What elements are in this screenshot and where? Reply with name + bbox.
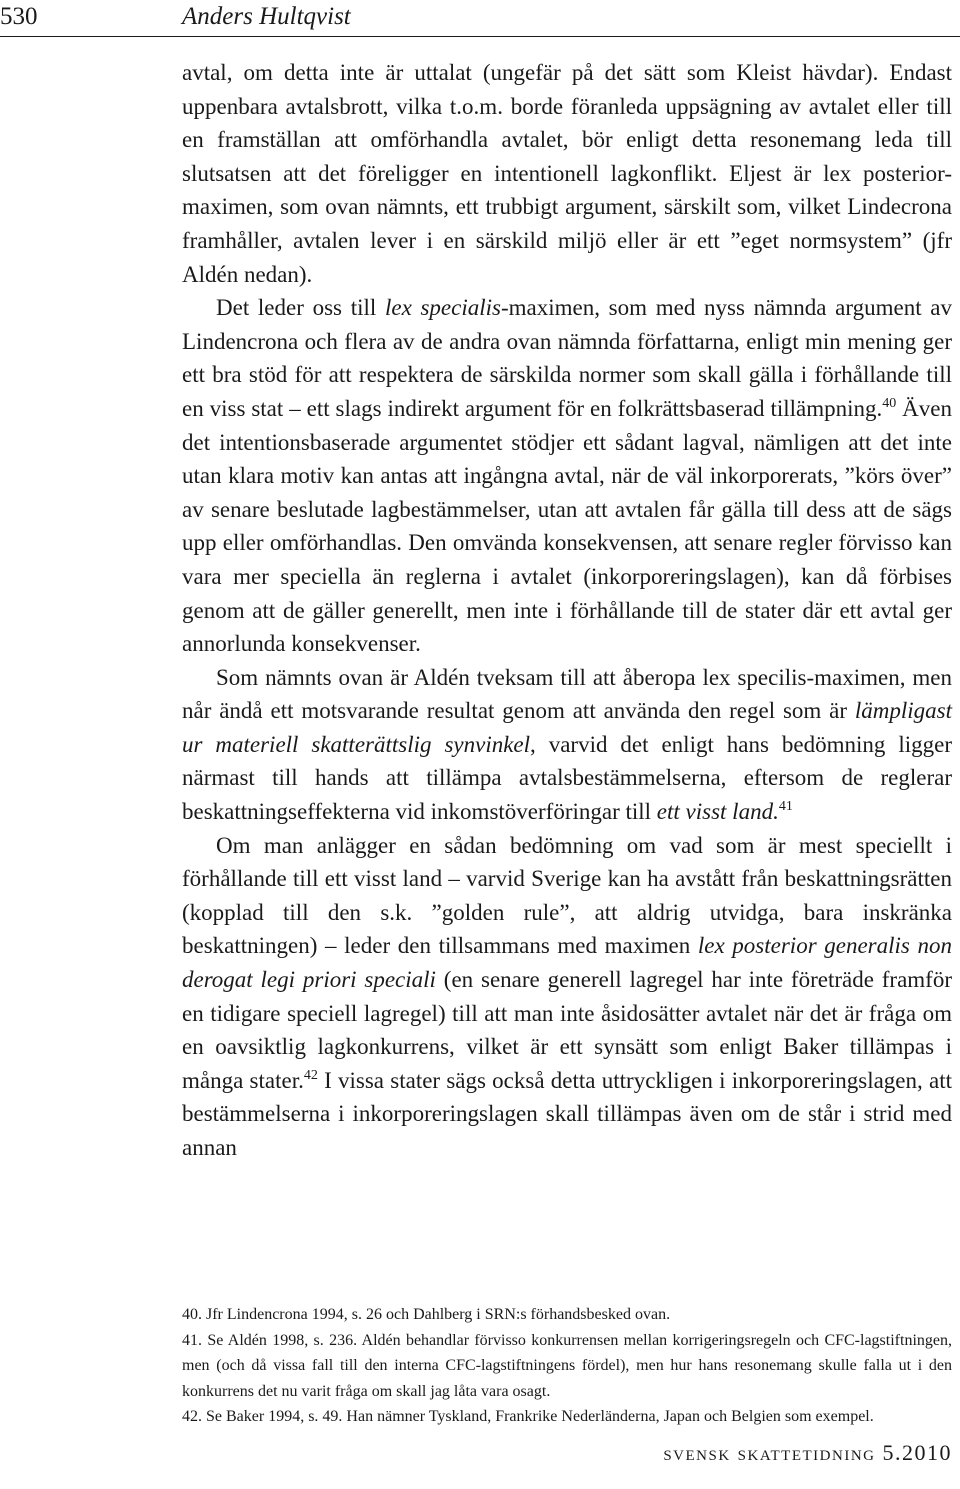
- paragraph-3-emphasis-2: ett visst land.: [656, 799, 779, 825]
- paragraph-3-emphasis: lämpligast ur materiell skatterättslig synvinkel: [182, 698, 952, 757]
- page-header: [0, 0, 960, 38]
- paragraph-4-text-b: (en senare generell lagregel har inte företräde framför en tidigare speciell lagregel) till att man inte åsidosätter avtalet när det är fråga om en oavsiktlig lagkonkurrens, vilket är ett synsätt som enligt Baker tillämpas i många stater.: [182, 967, 952, 1093]
- paragraph-3-text-b: , varvid det enligt hans bedömning ligger närmast till hands att tillämpa avtalsbestämmelserna, eftersom de reglerar beskattningseffekterna vid inkomstöverföringar till: [182, 731, 952, 825]
- paragraph-2-text-b: -maximen, som med nyss nämnda argument av Lindencrona och flera av de andra ovan nämnda författarna, enligt min mening ger ett bra stöd för att respektera de särskilda normer som skall gälla i förhållande till en viss stat – ett slags indirekt argument för en folkrättsbaserad tillämpning.: [182, 295, 953, 421]
- paragraph-2-text-a: Det leder oss till: [216, 295, 385, 321]
- footnote-ref-41[interactable]: 41: [778, 799, 793, 815]
- running-head-author: Anders Hultqvist: [182, 3, 351, 30]
- paragraph-4-text-c: I vissa stater sägs också detta uttryckligen i inkorporeringslagen, att bestämmelserna i inkorporeringslagen skall tillämpas även om de står i strid med annan: [182, 1067, 952, 1160]
- paragraph-4-text-a: Om man anlägger en sådan bedömning om vad som är mest speciellt i förhållande till ett visst land – varvid Sverige kan ha avstått från beskattningsrätten (kopplad till den s.k. ”golden rule”, att aldrig utvidga, bara inskränka beskattningen) – leder den tillsammans med maximen: [182, 832, 952, 959]
- paragraph-1: [182, 56, 952, 291]
- paragraph-3: [182, 661, 952, 829]
- footnotes: [182, 1302, 952, 1430]
- paragraph-2-emphasis: lex specialis: [384, 295, 501, 321]
- paragraph-2-text-c: Även det intentionsbaserade argumentet stödjer ett sådant lagval, nämligen att det inte utan klara motiv kan antas att ingångna avtal, när de väl inkorporerats, ”körs över” av senare beslutade lagbestämmelser, utan att avtalen får gälla till dess att de sägs upp eller omförhandlas. Den omvända konsekvensen, att senare regler förvisso kan vara mer speciella än reglerna i avtalet (inkorporeringslagen), kan då förbises genom att de gäller generellt, men inte i förhållande till de stater där ett avtal ger annorlunda konsekvenser.: [182, 395, 952, 657]
- footnote-41: 41. Se Aldén 1998, s. 236. Aldén behandlar förvisso konkurrensen mellan korrigeringsregeln och CFC-lagstiftningen, men (och då vissa fall till den interna CFC-lagstiftningens fördel), men hur hans resonemang skulle falla ut i den konkurrens det nu varit fråga om skall jag låta vara osagt.: [182, 1331, 952, 1400]
- paragraph-2: [182, 291, 952, 661]
- page-number: 530: [0, 3, 38, 30]
- footer-journal-name: svensk skattetidning 5.2010: [663, 1440, 952, 1465]
- footnote-42: 42. Se Baker 1994, s. 49. Han nämner Tyskland, Frankrike Nederländerna, Japan och Belgien som exempel.: [182, 1408, 874, 1425]
- footnote-40: 40. Jfr Lindencrona 1994, s. 26 och Dahlberg i SRN:s förhandsbesked ovan.: [182, 1306, 671, 1323]
- body-text: [182, 56, 952, 1165]
- paragraph-4: [182, 829, 952, 1165]
- paragraph-3-text-a: Som nämnts ovan är Aldén tveksam till att åberopa lex specilis-maximen, men når ändå ett motsvarande resultat genom att använda den regel som är: [182, 664, 952, 724]
- footnote-ref-40[interactable]: 40: [882, 395, 897, 411]
- paragraph-1-text: avtal, om detta inte är uttalat (ungefär på det sätt som Kleist hävdar). Endast uppenbara avtalsbrott, vilka t.o.m. borde föranleda uppsägning av avtalet eller till en framställan att omförhandla avtalet, bör enligt detta resonemang leda till slutsatsen att det föreligger en intentionell lagkonflikt. Eljest är lex posterior-maximen, som ovan nämnts, ett trubbigt argument, särskilt som, vilket Lindecrona framhåller, avtalen lever i en särskild miljö eller är ett ”eget normsystem” (jfr Aldén nedan).: [182, 60, 952, 287]
- header-rule: [0, 36, 960, 37]
- paragraph-4-emphasis: lex posterior generalis non derogat legi priori speciali: [182, 933, 952, 993]
- footnote-ref-42[interactable]: 42: [303, 1067, 318, 1083]
